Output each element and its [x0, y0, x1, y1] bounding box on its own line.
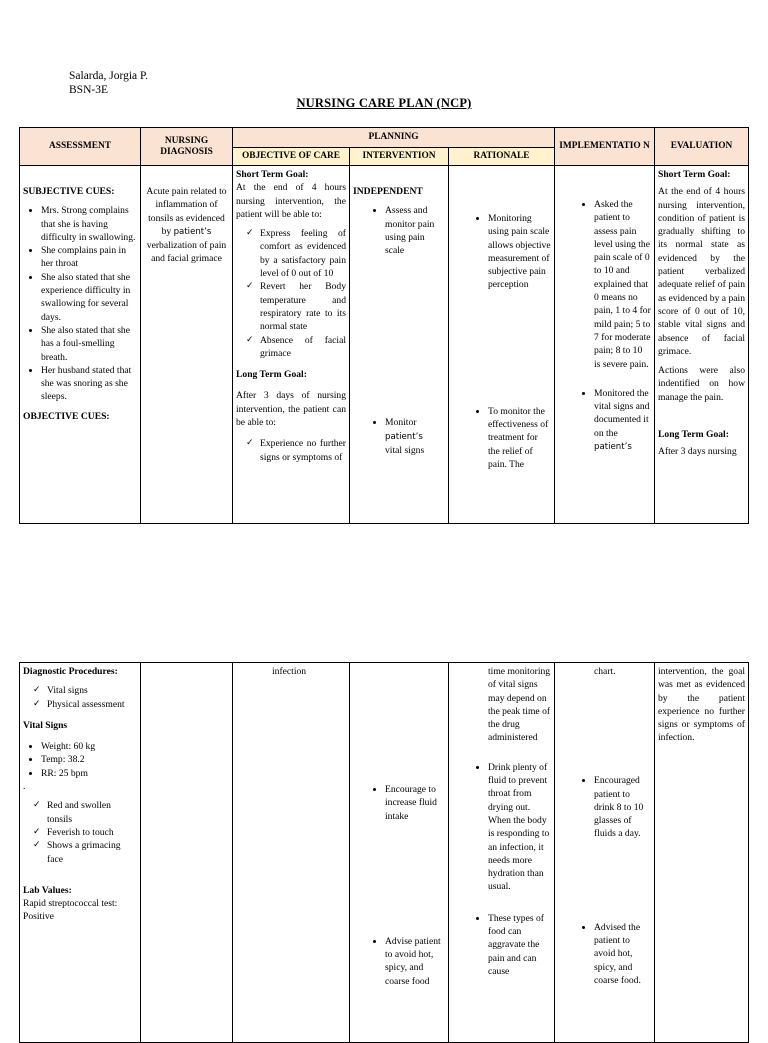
implementation-cont-text: chart. [594, 666, 616, 677]
student-section: BSN-3E [69, 84, 108, 96]
monitor-suffix: vital signs [385, 445, 425, 457]
findings-list [23, 799, 137, 865]
header-evaluation: EVALUATION [655, 128, 749, 166]
independent-label: INDEPENDENT [353, 186, 423, 197]
diag-procedures-title: Diagnostic Procedures: [23, 666, 118, 677]
header-intervention: INTERVENTION [350, 148, 449, 166]
list-item: • Encourage to increase fluid intake [385, 783, 445, 823]
list-item: ✓ Absence of facial grimace [260, 334, 346, 361]
header-assessment: ASSESSMENT [20, 128, 141, 166]
vital-signs-title: Vital Signs [23, 719, 68, 731]
list-item: • Advised the patient to avoid hot, spicy, and coarse food. [594, 921, 651, 987]
rationale-list-3 [452, 761, 551, 894]
diagnosis-cell [141, 166, 233, 524]
diagnosis-text: Acute pain related to inflammation of tonsils as evidenced by [146, 186, 227, 237]
monitor-word: patient’s [385, 431, 423, 442]
monitored-text: Monitored the vital signs and documented it on the [594, 387, 650, 439]
assessment-cell-2 [20, 663, 141, 1043]
rationale-list-2 [452, 405, 551, 471]
list-item: • Temp: 38.2 [41, 753, 137, 766]
intervention-list-3 [353, 783, 445, 823]
list-item: • Mrs. Strong complains that she is having difficulty in swallowing. [41, 204, 137, 244]
ncp-table-page2 [19, 662, 749, 1043]
list-item: • Asked the patient to assess pain level using the pain scale of 0 to 10 and explained that 0 means no pain, 1 to 4 for mild pain; 5 to 7 for moderate pain; 8 to 10 is severe pain. [594, 198, 651, 371]
list-item: • These types of food can aggravate the pain and can cause [488, 912, 551, 978]
intervention-list-2 [353, 416, 445, 457]
list-item: ✓ Vital signs [47, 684, 137, 697]
subjective-cues-title: SUBJECTIVE CUES: [23, 186, 115, 197]
stray-dot: . [23, 781, 26, 793]
objective-cues-title: OBJECTIVE CUES: [23, 410, 110, 422]
list-item: ✓ Red and swollen tonsils [47, 799, 137, 826]
header-implementation: IMPLEMENTATIO N [555, 128, 655, 166]
header-diagnosis: NURSING DIAGNOSIS [141, 128, 233, 166]
list-item: • Encouraged patient to drink 8 to 10 glasses of fluids a day. [594, 774, 651, 840]
list-item: • She complains pain in her throat [41, 244, 137, 271]
evaluation-cell-2 [655, 663, 749, 1043]
eval-ltg-text: After 3 days nursing [658, 446, 737, 458]
list-item: ✓ Revert her Body temperature and respiratory rate to its normal state [260, 280, 346, 333]
intervention-list-4 [353, 935, 445, 988]
list-item: • To monitor the effectiveness of treatment for the relief of pain. The [488, 405, 551, 471]
stg-title: Short Term Goal: [236, 169, 309, 180]
eval-cont-text: intervention, the goal was met as evidenced by the patient experience no further signs or symptoms of infection. [658, 666, 745, 744]
vitals-list [23, 740, 137, 780]
diagnosis-cell-2 [141, 663, 233, 1043]
list-item: • She also stated that she has a foul-smelling breath. [41, 324, 137, 364]
stg-list [236, 227, 346, 360]
eval-stg-title: Short Term Goal: [658, 169, 731, 180]
objective-cont-text: infection [272, 666, 307, 677]
list-item: ✓ Physical assessment [47, 698, 137, 711]
implementation-list-3 [558, 774, 651, 840]
objective-cell-2 [233, 663, 350, 1043]
diag-list [23, 684, 137, 711]
student-name: Salarda, Jorgia P. [69, 70, 149, 82]
implementation-list-2 [558, 387, 651, 454]
ltg-text: After 3 days of nursing intervention, the patient can be able to: [236, 390, 346, 429]
eval-stg-text-2: Actions were also indentified on how manage the pain. [658, 365, 746, 403]
header-planning: PLANNING [233, 128, 555, 148]
rationale-cell [449, 166, 555, 524]
implementation-cell [555, 166, 655, 524]
ltg-title: Long Term Goal: [236, 369, 307, 381]
diagnosis-word: patient’s [173, 226, 212, 237]
diagnosis-text-2: verbalization of pain and facial grimace [146, 240, 227, 265]
intervention-cell [350, 166, 449, 524]
page-title: NURSING CARE PLAN (NCP) [296, 96, 472, 110]
rationale-list [452, 212, 551, 292]
list-item [385, 416, 445, 457]
list-item: • Advise patient to avoid hot, spicy, and coarse food [385, 935, 445, 988]
lab-values-title: Lab Values: [23, 884, 72, 896]
list-item: ✓ Shows a grimacing face [47, 839, 137, 866]
intervention-list [353, 204, 445, 257]
implementation-list-4 [558, 921, 651, 987]
header-objective: OBJECTIVE OF CARE [233, 148, 350, 166]
rationale-cell-2 [449, 663, 555, 1043]
intervention-cell-2 [350, 663, 449, 1043]
monitored-word: patient’s [594, 442, 632, 453]
list-item: • Weight: 60 kg [41, 740, 137, 753]
evaluation-cell [655, 166, 749, 524]
assessment-cell [20, 166, 141, 524]
list-item: • Monitoring using pain scale allows objective measurement of subjective pain perception [488, 212, 551, 292]
lab-values-text: Rapid streptococcal test: Positive [23, 898, 118, 923]
list-item: • RR: 25 bpm [41, 767, 137, 780]
stg-text: At the end of 4 hours nursing intervention, the patient will be able to: [236, 182, 346, 220]
eval-stg-text: At the end of 4 hours nursing intervention, condition of patient is gradually shifting to its normal state as evidenced by the patient verbalized adequate relief of pain as evidenced by a pain score of 0 out of 10, stable vital signs and absence of facial grimace. [658, 186, 746, 357]
subjective-cues-list [23, 204, 137, 403]
list-item: ✓ Express feeling of comfort as evidenced by a satisfactory pain level of 0 out of 10 [260, 227, 346, 280]
monitor-text: Monitor [385, 417, 417, 429]
list-item: • Her husband stated that she was snoring as she sleeps. [41, 364, 137, 404]
objective-cell [233, 166, 350, 524]
ltg-list [236, 437, 346, 464]
list-item [594, 387, 651, 454]
list-item: • Assess and monitor pain using pain scale [385, 204, 445, 257]
implementation-list [558, 198, 651, 371]
header-rationale: RATIONALE [449, 148, 555, 166]
implementation-cell-2 [555, 663, 655, 1043]
rationale-list-4 [452, 912, 551, 978]
list-item: ✓ Experience no further signs or symptoms of [260, 437, 346, 464]
ncp-table-page1 [19, 127, 749, 524]
eval-ltg-title: Long Term Goal: [658, 429, 729, 441]
list-item: • Drink plenty of fluid to prevent throat from drying out. When the body is responding to an infection, it needs more hydration than usual. [488, 761, 551, 894]
rationale-cont-text: time monitoring of vital signs may depend on the peak time of the drug administered [488, 666, 551, 744]
list-item: ✓ Feverish to touch [47, 826, 137, 839]
list-item: • She also stated that she experience difficulty in swallowing for several days. [41, 271, 137, 324]
